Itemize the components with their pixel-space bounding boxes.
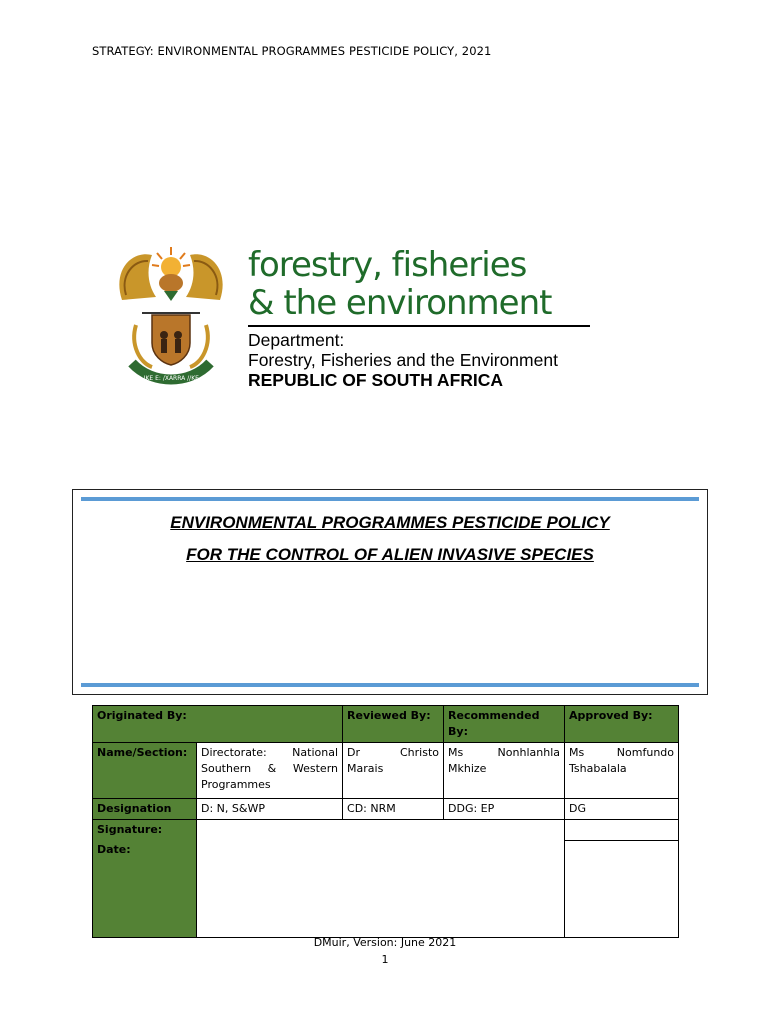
approved-by-header: Approved By: — [565, 706, 679, 743]
coat-of-arms-logo — [112, 245, 230, 390]
approved-signature-field[interactable] — [565, 820, 679, 841]
originated-name-cell: Directorate: National Southern & Western Programmes — [197, 743, 343, 799]
table-row — [93, 820, 679, 841]
title-box-top-rule — [81, 497, 699, 501]
department-name: Forestry, Fisheries and the Environment — [248, 350, 558, 370]
approved-designation-cell: DG — [565, 799, 679, 820]
reviewed-name-cell: Dr Christo Marais — [343, 743, 444, 799]
approved-name-cell: Ms Nomfundo Tshabalala — [565, 743, 679, 799]
recommended-by-header: Recommended By: — [444, 706, 565, 743]
originated-designation-cell: D: N, S&WP — [197, 799, 343, 820]
policy-title-line-2: FOR THE CONTROL OF ALIEN INVASIVE SPECIES — [186, 545, 594, 564]
date-label: Date: — [93, 840, 197, 937]
logotype-line-2: & the environment — [248, 283, 552, 323]
signature-label: Signature: — [93, 820, 197, 841]
approved-date-field[interactable] — [565, 840, 679, 937]
designation-label: Designation — [93, 799, 197, 820]
document-header: STRATEGY: ENVIRONMENTAL PROGRAMMES PESTICIDE POLICY, 2021 — [92, 44, 492, 58]
department-label: Department: — [248, 330, 345, 350]
table-row — [93, 706, 679, 743]
recommended-name-cell: Ms Nonhlanhla Mkhize — [444, 743, 565, 799]
policy-title-line-1: ENVIRONMENTAL PROGRAMMES PESTICIDE POLICY — [170, 513, 610, 532]
signature-date-field[interactable] — [197, 820, 565, 938]
title-box-bottom-rule — [81, 683, 699, 687]
table-row — [93, 743, 679, 799]
originated-by-header: Originated By: — [93, 706, 343, 743]
table-row — [93, 799, 679, 820]
department-logotype — [248, 246, 551, 322]
page-number: 1 — [381, 953, 389, 966]
country-name: REPUBLIC OF SOUTH AFRICA — [248, 370, 504, 390]
logo-divider — [248, 325, 590, 327]
reviewed-designation-cell: CD: NRM — [343, 799, 444, 820]
signoff-table — [92, 705, 679, 938]
name-section-label: Name/Section: — [93, 743, 197, 799]
coat-of-arms-motto: !KE E: /XARRA //KE — [143, 375, 199, 382]
reviewed-by-header: Reviewed By: — [343, 706, 444, 743]
policy-title-box — [72, 489, 708, 695]
footer-version: DMuir, Version: June 2021 — [313, 936, 457, 949]
logotype-line-1: forestry, fisheries — [248, 245, 527, 285]
recommended-designation-cell: DDG: EP — [444, 799, 565, 820]
